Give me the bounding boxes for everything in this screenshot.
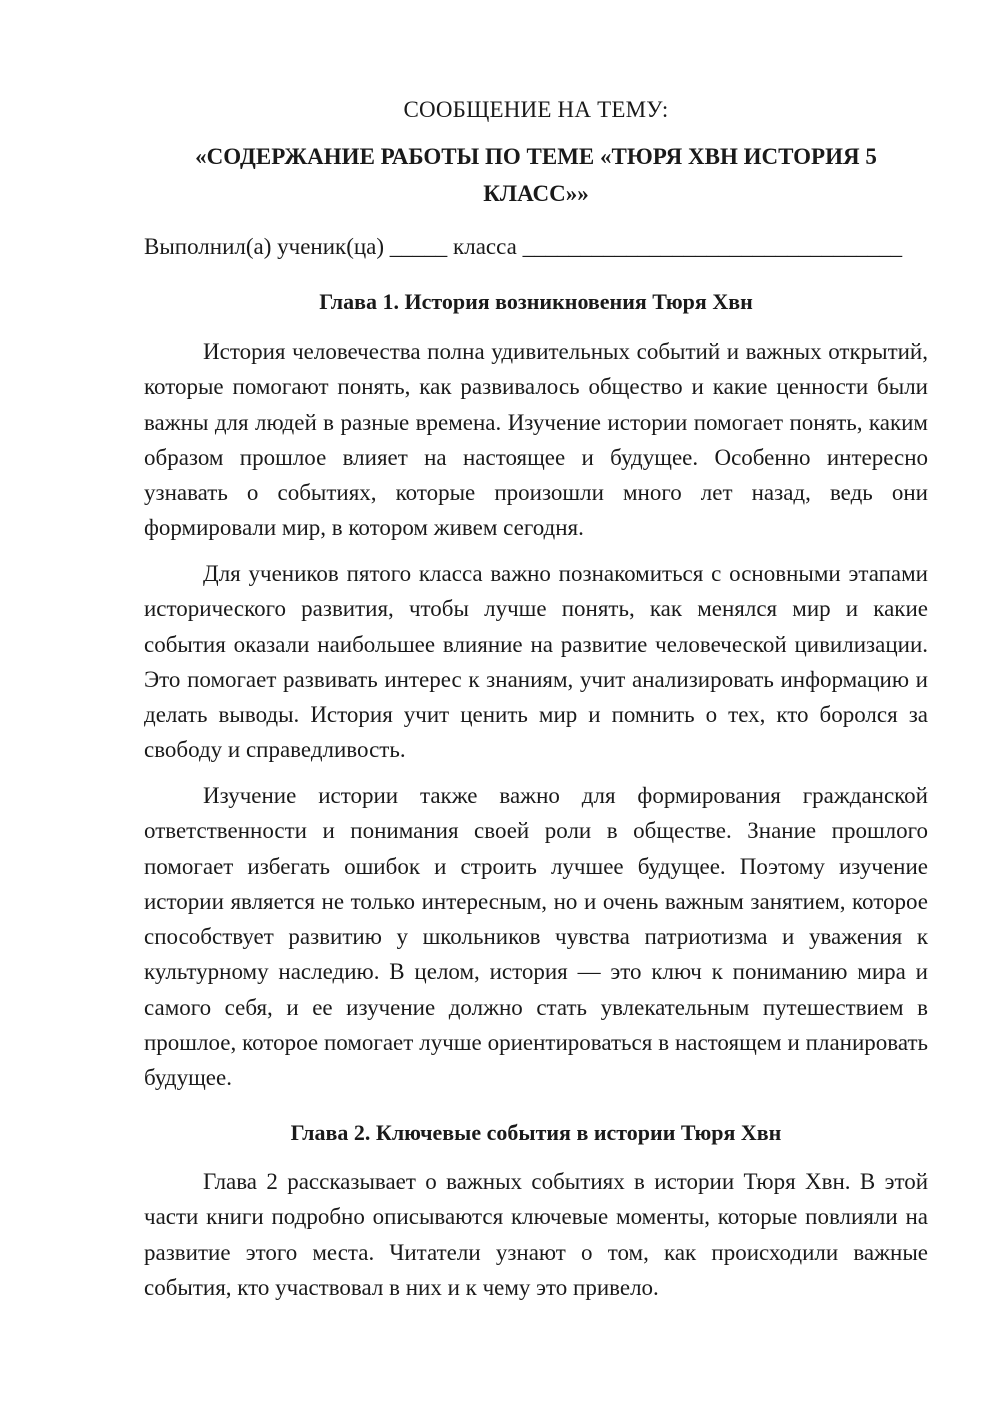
author-line: Выполнил(а) ученик(ца) _____ класса _________________________________ (144, 234, 903, 259)
chapter-1-paragraph-3: Изучение истории также важно для формирования гражданской ответственности и понимания своей роли в обществе. Знание прошлого помогает избегать ошибок и строить лучшее будущее. Поэтому изучение истории является не только интересным, но и очень важным занятием, которое способствует развитию у школьников чувства патриотизма и уважения к культурному наследию. В целом, история — это ключ к пониманию мира и самого себя, и ее изучение должно стать увлекательным путешествием в прошлое, которое помогает лучше ориентироваться в настоящем и планировать будущее. (144, 783, 928, 1091)
report-label: СООБЩЕНИЕ НА ТЕМУ: (403, 97, 669, 122)
chapter-2-title: Глава 2. Ключевые события в истории Тюря Хвн (290, 1120, 782, 1145)
chapter-1-title: Глава 1. История возникновения Тюря Хвн (319, 289, 753, 314)
chapter-2-paragraph-1: Глава 2 рассказывает о важных событиях в истории Тюря Хвн. В этой части книги подробно описываются ключевые моменты, которые повлияли на развитие этого места. Читатели узнают о том, как происходили важные события, кто участвовал в них и к чему это привело. (144, 1169, 928, 1300)
chapter-1-paragraph-2: Для учеников пятого класса важно познакомиться с основными этапами исторического развития, чтобы лучше понять, как менялся мир и какие события оказали наибольшее влияние на развитие человеческой цивилизации. Это помогает развивать интерес к знаниям, учит анализировать информацию и делать выводы. История учит ценить мир и помнить о тех, кто боролся за свободу и справедливость. (144, 561, 928, 763)
chapter-1-paragraph-1: История человечества полна удивительных событий и важных открытий, которые помогают понять, как развивалось общество и какие ценности были важны для людей в разные времена. Изучение истории помогает понять, каким образом прошлое влияет на настоящее и будущее. Особенно интересно узнавать о событиях, которые произошли много лет назад, ведь они формировали мир, в котором живем сегодня. (144, 339, 928, 541)
report-title: «СОДЕРЖАНИЕ РАБОТЫ ПО ТЕМЕ «ТЮРЯ ХВН ИСТОРИЯ 5 КЛАСС»» (195, 144, 877, 206)
